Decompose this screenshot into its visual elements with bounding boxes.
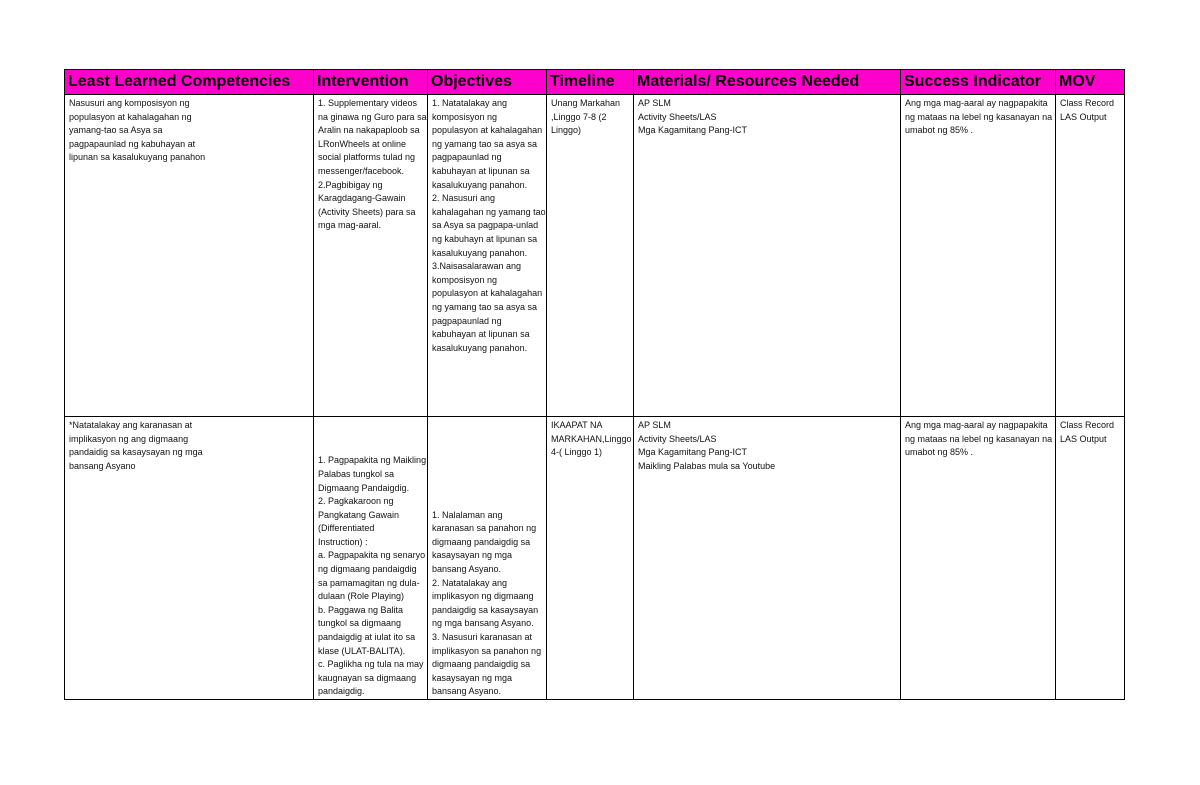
cell-content <box>551 95 633 416</box>
row2-timeline-cell <box>547 417 634 700</box>
cell-content <box>432 417 546 699</box>
cell-text-line: MARKAHAN,Linggo <box>551 433 632 444</box>
cell-content <box>638 417 900 699</box>
cell-text-line: *Natatalakay ang karanasan at <box>69 420 193 430</box>
cell-text-line: 2. Nasusuri ang <box>432 193 496 204</box>
cell-text-line: 1. Natatalakay ang <box>432 98 508 108</box>
cell-text-line: LAS Output <box>1060 433 1107 444</box>
cell-content <box>1060 417 1124 699</box>
cell-text-line: 2.Pagbibigay ng <box>318 179 383 190</box>
cell-text-line: populasyon at kahalagahan <box>432 125 543 136</box>
cell-text-line: ng mga bansang Asyano. <box>432 618 534 629</box>
header-mov: MOV <box>1056 70 1125 95</box>
cell-content <box>69 417 313 699</box>
cell-text-line: Linggo) <box>551 125 582 136</box>
cell-content <box>1060 95 1124 416</box>
cell-text-line: pandaigdig sa kasaysayan <box>432 604 539 615</box>
cell-text-line: LRonWheels at online <box>318 138 407 149</box>
cell-text-line: karanasan sa panahon ng <box>432 523 537 534</box>
row1-objectives-cell <box>428 95 547 417</box>
cell-content <box>638 95 900 416</box>
header-timeline: Timeline <box>547 70 634 95</box>
cell-text-line: c. Paglikha ng tula na may <box>318 659 424 670</box>
header-materials-resources: Materials/ Resources Needed <box>634 70 901 95</box>
cell-content <box>318 95 427 416</box>
cell-text-line: LAS Output <box>1060 111 1107 122</box>
cell-text-line: kabuhayan at lipunan sa <box>432 329 530 340</box>
cell-text-line: (Activity Sheets) para sa <box>318 206 416 217</box>
cell-text-line: umabot ng 85% . <box>905 447 974 458</box>
cell-content <box>905 95 1055 416</box>
header-least-learned-competencies: Least Learned Competencies <box>65 70 314 95</box>
cell-text-line: pandaigdig. <box>318 686 365 697</box>
cell-text-line: digmaang pandaigdig sa <box>432 536 531 547</box>
cell-text-line: messenger/facebook. <box>318 165 405 176</box>
cell-content <box>432 95 546 416</box>
row1-competencies-cell <box>65 95 314 417</box>
header-intervention: Intervention <box>314 70 428 95</box>
header-success-indicator: Success Indicator <box>901 70 1056 95</box>
cell-text-line: mga mag-aaral. <box>318 220 382 231</box>
cell-text-line: 1. Pagpapakita ng Maikling <box>318 455 427 466</box>
cell-text-line: bansang Asyano. <box>432 564 502 575</box>
cell-text-line: Nasusuri ang komposisyon ng <box>69 98 190 108</box>
cell-text-line: bansang Asyano. <box>432 686 502 697</box>
cell-text-line: ng mataas na lebel ng kasanayan na <box>905 111 1053 122</box>
row1-materials-cell <box>634 95 901 417</box>
cell-text-line: Pangkatang Gawain <box>318 509 400 520</box>
cell-text-line: IKAAPAT NA <box>551 420 603 430</box>
cell-text-line: ng mataas na lebel ng kasanayan na <box>905 433 1053 444</box>
cell-text-line: implikasyon ng digmaang <box>432 591 534 602</box>
cell-text-line: kasalukuyang panahon. <box>432 247 528 258</box>
cell-text-line: pandaidig sa kasaysayan ng mga <box>69 447 203 458</box>
cell-text-line: Karagdagang-Gawain <box>318 193 406 204</box>
cell-text-line: populasyon at kahalagahan <box>432 288 543 299</box>
cell-text-line: sa pamamagitan ng dula- <box>318 577 420 588</box>
cell-text-line: kasaysayan ng mga <box>432 672 513 683</box>
cell-text-line: implikasyon sa panahon ng <box>432 645 542 656</box>
cell-text-line: (Differentiated <box>318 523 375 534</box>
row1-success-cell <box>901 95 1056 417</box>
cell-text-line: kabuhayan at lipunan sa <box>432 165 530 176</box>
row1-intervention-cell <box>314 95 428 417</box>
cell-text-line: Maikling Palabas mula sa Youtube <box>638 460 776 471</box>
cell-text-line: komposisyon ng <box>432 111 498 122</box>
cell-text-line: ,Linggo 7-8 (2 <box>551 111 607 122</box>
cell-text-line: kahalagahan ng yamang tao <box>432 206 546 217</box>
cell-text-line: Ang mga mag-aaral ay nagpapakita <box>905 420 1048 430</box>
cell-text-line: pagpapaunlad ng kabuhayan at <box>69 138 196 149</box>
cell-text-line: populasyon at kahalagahan ng <box>69 111 192 122</box>
cell-text-line: AP SLM <box>638 420 671 430</box>
intervention-plan-table <box>64 69 1125 700</box>
cell-text-line: klase (ULAT-BALITA). <box>318 645 406 656</box>
cell-text-line: kasalukuyang panahon. <box>432 342 528 353</box>
cell-text-line: Class Record <box>1060 420 1115 430</box>
cell-text-line: na ginawa ng Guro para sa <box>318 111 427 122</box>
row1-timeline-cell <box>547 95 634 417</box>
row2-competencies-cell <box>65 417 314 700</box>
cell-text-line: 3.Naisasalarawan ang <box>432 261 522 272</box>
cell-text-line: pagpapaunlad ng <box>432 152 502 163</box>
cell-text-line: ng kabuhayn at lipunan sa <box>432 233 538 244</box>
cell-text-line: 2. Natatalakay ang <box>432 577 508 588</box>
cell-text-line: a. Pagpapakita ng senaryo <box>318 550 426 561</box>
cell-text-line: Digmaang Pandaigdig. <box>318 482 410 493</box>
cell-text-line: 4-( Linggo 1) <box>551 447 603 458</box>
cell-text-line: Activity Sheets/LAS <box>638 433 717 444</box>
cell-text-line: 2. Pagkakaroon ng <box>318 496 394 507</box>
cell-text-line: ng digmaang pandaigdig <box>318 564 417 575</box>
cell-text-line: bansang Asyano <box>69 460 136 471</box>
cell-text-line: pandaigdig at iulat ito sa <box>318 632 416 643</box>
cell-content <box>905 417 1055 699</box>
row2-intervention-cell <box>314 417 428 700</box>
cell-text-line: kasalukuyang panahon. <box>432 179 528 190</box>
cell-text-line: digmaang pandaigdig sa <box>432 659 531 670</box>
cell-text-line: pagpapaunlad ng <box>432 315 502 326</box>
cell-text-line: Mga Kagamitang Pang-ICT <box>638 125 748 136</box>
table-row <box>65 95 1125 417</box>
cell-text-line: kasaysayan ng mga <box>432 550 513 561</box>
row2-success-cell <box>901 417 1056 700</box>
cell-text-line: 3. Nasusuri karanasan at <box>432 632 533 643</box>
cell-text-line: yamang-tao sa Asya sa <box>69 125 163 136</box>
cell-text-line: AP SLM <box>638 98 671 108</box>
cell-text-line: 1. Supplementary videos <box>318 98 418 108</box>
cell-text-line: Palabas tungkol sa <box>318 468 395 479</box>
cell-text-line: tungkol sa digmaang <box>318 618 402 629</box>
cell-text-line: komposisyon ng <box>432 274 498 285</box>
cell-text-line: b. Paggawa ng Balita <box>318 604 404 615</box>
cell-text-line: ng yamang tao sa asya sa <box>432 301 538 312</box>
cell-text-line: Mga Kagamitang Pang-ICT <box>638 447 748 458</box>
table-row <box>65 417 1125 700</box>
cell-text-line: implikasyon ng ang digmaang <box>69 433 189 444</box>
cell-text-line: Aralin na nakapaploob sa <box>318 125 420 136</box>
cell-content <box>551 417 633 699</box>
cell-text-line: dulaan (Role Playing) <box>318 591 405 602</box>
cell-text-line: Instruction) : <box>318 536 368 547</box>
cell-text-line: lipunan sa kasalukuyang panahon <box>69 152 206 163</box>
cell-text-line: sa Asya sa pagpapa-unlad <box>432 220 539 231</box>
row2-materials-cell <box>634 417 901 700</box>
cell-text-line: umabot ng 85% . <box>905 125 974 136</box>
cell-text-line: Class Record <box>1060 98 1115 108</box>
cell-text-line: 1. Nalalaman ang <box>432 509 503 520</box>
cell-text-line: kaugnayan sa digmaang <box>318 672 417 683</box>
row1-mov-cell <box>1056 95 1125 417</box>
row2-objectives-cell <box>428 417 547 700</box>
cell-content <box>318 417 427 699</box>
table-header-row <box>65 70 1125 95</box>
cell-text-line: social platforms tulad ng <box>318 152 416 163</box>
row2-mov-cell <box>1056 417 1125 700</box>
header-objectives: Objectives <box>428 70 547 95</box>
cell-text-line: Unang Markahan <box>551 98 621 108</box>
cell-text-line: ng yamang tao sa asya sa <box>432 138 538 149</box>
cell-content <box>69 95 313 416</box>
cell-text-line: Ang mga mag-aaral ay nagpapakita <box>905 98 1048 108</box>
cell-text-line: Activity Sheets/LAS <box>638 111 717 122</box>
